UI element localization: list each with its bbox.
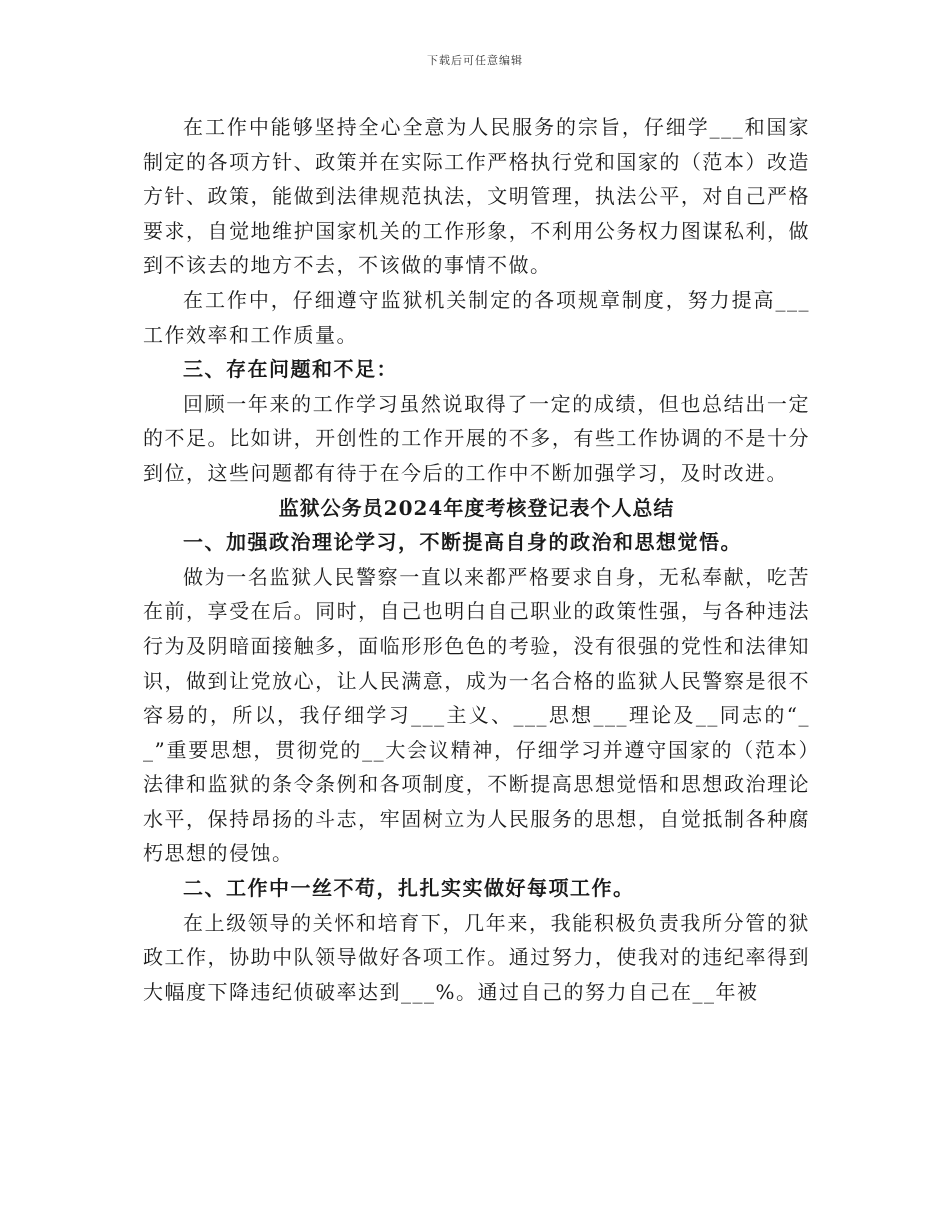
paragraph-service-principle: 在工作中能够坚持全心全意为人民服务的宗旨，仔细学___和国家制定的各项方针、政策并在实际工作严格执行党和国家的（范本）改造方针、政策，能做到法律规范执法，文明管理，执法公平，对自己严格要求，自觉地维护国家机关的工作形象，不利用公务权力图谋私利，做到不该去的地方不去，不该做的事情不做。	[143, 115, 810, 278]
section-heading-political-study: 一、加强政治理论学习，不断提高自身的政治和思想觉悟。	[183, 530, 742, 555]
document-body	[143, 110, 810, 1009]
paragraph-political-study: 做为一名监狱人民警察一直以来都严格要求自身，无私奉献，吃苦在前，享受在后。同时，自己也明白自己职业的政策性强，与各种违法行为及阴暗面接触多，面临形形色色的考验，没有很强的党性和法律知识，做到让党放心，让人民满意，成为一名合格的监狱人民警察是很不容易的，所以，我仔细学习___主义、___思想___理论及__同志的“__”重要思想，贯彻党的__大会议精神，仔细学习并遵守国家的（范本）法律和监狱的条令条例和各项制度，不断提高思想觉悟和思想政治理论水平，保持昂扬的斗志，牢固树立为人民服务的思想，自觉抵制各种腐朽思想的侵蚀。	[143, 564, 810, 866]
section-heading-diligent-work: 二、工作中一丝不苟，扎扎实实做好每项工作。	[183, 876, 635, 901]
paragraph-work-results: 在上级领导的关怀和培育下，几年来，我能积极负责我所分管的狱政工作，协助中队领导做好各项工作。通过努力，使我对的违纪率得到大幅度下降违纪侦破率达到___%。通过自己的努力自己在__年被	[143, 910, 810, 1004]
paragraph-shortcomings: 回顾一年来的工作学习虽然说取得了一定的成绩，但也总结出一定的不足。比如讲，开创性的工作开展的不多，有些工作协调的不是十分到位，这些问题都有待于在今后的工作中不断加强学习，及时改进。	[143, 391, 810, 485]
document-title: 监狱公务员2024年度考核登记表个人总结	[278, 495, 675, 520]
section-heading-problems: 三、存在问题和不足：	[183, 357, 398, 382]
paragraph-rules-compliance: 在工作中，仔细遵守监狱机关制定的各项规章制度，努力提高___工作效率和工作质量。	[143, 287, 810, 347]
page-header-note: 下载后可任意编辑	[427, 54, 523, 67]
